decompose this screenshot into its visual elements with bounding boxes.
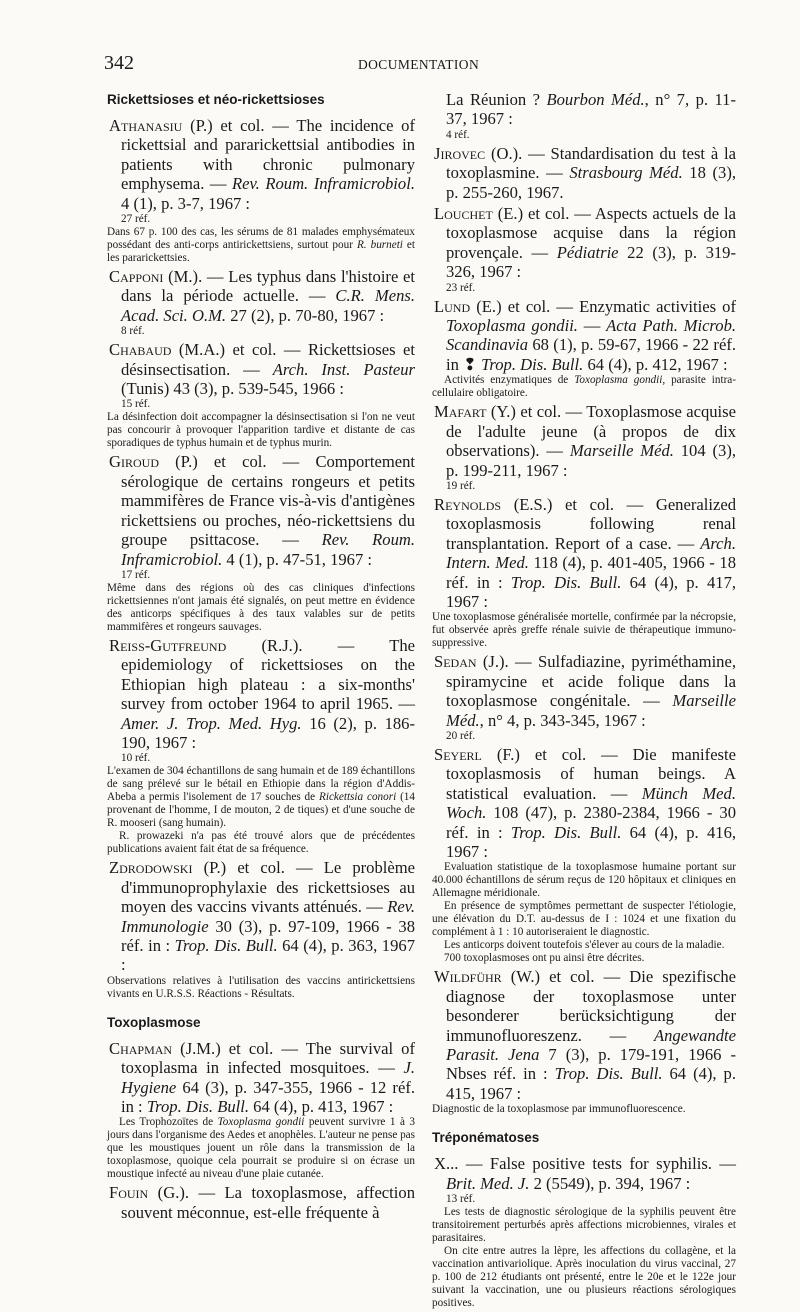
abstract: L'examen de 304 échantillons de sang humain et de 189 échantillons de sang prélevé sur le bétail en Ethiopie dans la région d'Addis-Abeba a permis l'isolement de 17 souches de Rickettsia conori (14 provenant de l'homme, I de mouton, 2 de tiques) et d'une souche de R. mooseri (sang humain).: [107, 765, 415, 830]
author: Mafart: [434, 402, 487, 422]
abstract: La désinfection doit accompagner la désinsectisation si l'on ne veut pas concourir à provoquer l'apparition tardive et distante de cas sporadiques de typhus humain et de typhus murin.: [107, 411, 415, 450]
bibliography-entry: [107, 1039, 415, 1182]
ref-count: 10 réf.: [121, 752, 151, 765]
journal: C.R. Mens. Acad. Sci. O.M.: [121, 286, 415, 325]
abstract: Les tests de diagnostic sérologique de la syphilis peuvent être transitoirement perturbés après affections microbiennes, virales et parasitaires.: [432, 1206, 736, 1245]
citation: Reiss-Gutfreund (R.J.). — The epidemiology of rickettsioses on the Ethiopian high plateau : a six-months' survey from october 1964 to april 1965. — Amer. J. Trop. Med. Hyg. 16 (2), p. 186-190, 1967 :: [109, 635, 416, 752]
citation: Chapman (J.M.) et col. — The survival of toxoplasma in infected mosquitoes. — J. Hygiene 64 (3), p. 347-355, 1966 - 12 réf. in : Trop. Dis. Bull. 64 (4), p. 413, 1967 :: [109, 1038, 415, 1116]
journal: Arch. Intern. Med.: [446, 533, 736, 573]
author: Fouin: [109, 1183, 149, 1203]
section-title: Toxoplasmose: [107, 1014, 201, 1030]
citation: Wildführ (W.) et col. — Die spezifische diagnose der toxoplasmose unter besonderer berücksichtigung der immunofluoreszenz. — Angewandte Parasit. Jena 7 (3), p. 179-191, 1966 - Nbses réf. in : Trop. Dis. Bull. 64 (4), p. 415, 1967 :: [434, 967, 737, 1103]
citation: Lund (E.) et col. — Enzymatic activities of Toxoplasma gondii. — Acta Path. Microb. Scandinavia 68 (1), p. 59-67, 1966 - 22 réf. in ❢ Trop. Dis. Bull. 64 (4), p. 412, 1967 :: [434, 296, 737, 374]
citation: Giroud (P.) et col. — Comportement sérologique de certains rongeurs et petits mammifères de France vis-à-vis d'antigènes rickettsiens ou proches, néo-rickettsiens du groupe psittacose. — Rev. Roum. Inframicrobiol. 4 (1), p. 47-51, 1967 :: [109, 452, 415, 569]
author: Wildführ: [434, 967, 502, 987]
bibliography-entry: [432, 402, 736, 493]
page-number: 342: [104, 52, 134, 74]
journal: Brit. Med. J.: [446, 1173, 530, 1193]
journal: Pédiatrie: [556, 242, 619, 262]
journal: Arch. Inst. Pasteur: [272, 359, 415, 379]
author: Zdrodowski: [109, 858, 193, 878]
bibliography-entry: [432, 144, 736, 202]
author: Reynolds: [434, 494, 502, 514]
abstract: Une toxoplasmose généralisée mortelle, confirmée par la nécropsie, fut observée après greffe rénale suivie de thérapeutique immuno-suppressive.: [432, 611, 736, 650]
journal: J. Hygiene: [121, 1058, 415, 1097]
abstract: Les Trophozoïtes de Toxoplasma gondii peuvent survivre 1 à 3 jours dans l'organisme des Aedes et anophèles. L'auteur ne pense pas que les moustiques jouent un rôle dans la transmission de la toxoplasmose, quoique cela pourrait se produire si on écrase un moustique infecté au niveau d'une plaie cutanée.: [107, 1116, 415, 1181]
citation: Capponi (M.). — Les typhus dans l'histoire et dans la période actuelle. — C.R. Mens. Acad. Sci. O.M. 27 (2), p. 70-80, 1967 :: [109, 267, 415, 325]
abstract: R. prowazeki n'a pas été trouvé alors que de précédentes publications avaient fait état de sa fréquence.: [107, 830, 415, 856]
journal: Trop. Dis. Bull.: [554, 1064, 663, 1084]
author: Athanasiu: [109, 116, 183, 135]
abstract: Evaluation statistique de la toxoplasmose humaine portant sur 40.000 échantillons de sérum reçus de 120 hôpitaux et cliniques en Allemagne méridionale.: [432, 861, 736, 900]
page-header: [0, 52, 800, 82]
citation: Mafart (Y.) et col. — Toxoplasmose acquise de l'adulte jeune (à propos de dix observations). — Marseille Méd. 104 (3), p. 199-211, 1967 :: [434, 402, 736, 480]
ref-count: 4 réf.: [446, 128, 470, 141]
author: Seyerl: [434, 744, 482, 764]
bibliography-entry: [107, 636, 415, 856]
author: Capponi: [109, 267, 164, 287]
ref-count: 23 réf.: [446, 281, 476, 294]
left-column: [107, 90, 415, 1224]
journal: Toxoplasma gondii.: [446, 316, 578, 336]
abstract: Activités enzymatiques de Toxoplasma gondii, parasite intra-cellulaire obligatoire.: [432, 374, 736, 400]
bibliography-entry: [107, 452, 415, 633]
bibliography-entry: [107, 116, 415, 265]
bibliography-entry: [107, 267, 415, 338]
citation: Chabaud (M.A.) et col. — Rickettsioses et désinsectisation. — Arch. Inst. Pasteur (Tunis) 43 (3), p. 539-545, 1966 :: [109, 340, 415, 399]
author: Chapman: [109, 1038, 173, 1058]
journal: Marseille Méd.: [569, 441, 674, 461]
author: Reiss-Gutfreund: [109, 635, 227, 655]
citation: Athanasiu (P.) et col. — The incidence of rickettsial and pararickettsial antibodies in patients with chronic pulmonary emphysema. — Rev. Roum. Inframicrobiol. 4 (1), p. 3-7, 1967 :: [109, 116, 415, 213]
journal: Strasbourg Méd.: [569, 163, 683, 183]
citation: Louchet (E.) et col. — Aspects actuels de la toxoplasmose acquise dans la région provençale. — Pédiatrie 22 (3), p. 319-326, 1967 :: [434, 204, 737, 282]
bibliography-entry: [432, 745, 736, 965]
bibliography-entry: [432, 967, 736, 1116]
bibliography-entry: [107, 340, 415, 450]
bibliography-entry: [107, 1183, 415, 1222]
abstract: Les anticorps doivent toutefois s'élever au cours de la maladie.: [444, 939, 725, 952]
citation: Zdrodowski (P.) et col. — Le problème d'immunoprophylaxie des rickettsioses au moyen des vaccins vivants atténués. — Rev. Immunologie 30 (3), p. 97-109, 1966 - 38 réf. in : Trop. Dis. Bull. 64 (4), p. 363, 1967 :: [109, 858, 415, 975]
citation: X... — False positive tests for syphilis. — Brit. Med. J. 2 (5549), p. 394, 1967 :: [434, 1154, 736, 1193]
journal: Angewandte Parasit. Jena: [446, 1025, 736, 1065]
journal: Trop. Dis. Bull.: [481, 354, 584, 374]
bibliography-entry: [107, 858, 415, 1000]
ref-count: 17 réf.: [121, 568, 151, 581]
journal: Trop. Dis. Bull.: [174, 935, 278, 955]
ref-count: 13 réf.: [446, 1193, 476, 1206]
ref-count: 15 réf.: [121, 398, 151, 411]
section-title: Rickettsioses et néo-rickettsioses: [107, 92, 325, 107]
bibliography-entry: [432, 204, 736, 295]
abstract: Dans 67 p. 100 des cas, les sérums de 81 malades emphysémateux possédant des anti-corps antirickettsiens, surtout pour R. burneti et les pararickettsies.: [107, 226, 416, 265]
citation: Reynolds (E.S.) et col. — Generalized toxoplasmosis following renal transplantation. Report of a case. — Arch. Intern. Med. 118 (4), p. 401-405, 1966 - 18 réf. in : Trop. Dis. Bull. 64 (4), p. 417, 1967 :: [434, 494, 737, 611]
author: Lund: [434, 296, 471, 316]
right-column: [432, 90, 736, 1312]
ref-count: 20 réf.: [446, 729, 476, 742]
citation: Fouin (G.). — La toxoplasmose, affection souvent méconnue, est-elle fréquente à: [109, 1183, 415, 1222]
author: X...: [434, 1154, 459, 1174]
running-title: DOCUMENTATION: [358, 57, 480, 72]
ref-count: 19 réf.: [446, 479, 476, 492]
journal: Trop. Dis. Bull.: [510, 822, 622, 842]
bibliography-entry-continued: [432, 90, 736, 142]
journal: Rev. Roum. Inframicrobiol.: [121, 530, 415, 569]
bibliography-entry: [432, 495, 736, 650]
author: Jirovec: [434, 143, 486, 163]
abstract: 700 toxoplasmoses ont pu ainsi être décrites.: [444, 952, 645, 965]
section-title: Tréponématoses: [432, 1130, 540, 1146]
bibliography-entry: [432, 297, 736, 401]
journal: Amer. J. Trop. Med. Hyg.: [121, 713, 302, 733]
bibliography-entry: [432, 1154, 736, 1310]
journal: Bourbon Méd.: [546, 90, 645, 109]
journal: Rev. Immunologie: [121, 897, 415, 936]
abstract: Même dans des régions où des cas cliniques d'infections rickettsiennes n'ont jamais été signalés, on peut mettre en évidence des anticorps spécifiques à des taux valables sur de petits mammifères et rongeurs sauvages.: [107, 581, 415, 633]
citation: Seyerl (F.) et col. — Die manifeste toxoplasmosis of human beings. A statistical evaluation. — Münch Med. Woch. 108 (47), p. 2380-2384, 1966 - 30 réf. in : Trop. Dis. Bull. 64 (4), p. 416, 1967 :: [434, 744, 737, 861]
abstract: En présence de symptômes permettant de suspecter l'étiologie, une élévation du D.T. au-dessus de I : 1024 et une fixation du complément à 1 : 10 autoriseraient le diagnostic.: [432, 900, 736, 939]
author: Louchet: [434, 204, 493, 224]
author: Giroud: [109, 452, 159, 472]
citation: La Réunion ? Bourbon Méd., n° 7, p. 11-37, 1967 :: [446, 90, 736, 129]
journal: Marseille Méd.: [446, 691, 736, 730]
author: Chabaud: [109, 340, 172, 360]
journal: Münch Med. Woch.: [446, 783, 736, 823]
citation: Sedan (J.). — Sulfadiazine, pyriméthamine, spiramycine et acide folique dans la toxoplasmose congénitale. — Marseille Méd., n° 4, p. 343-345, 1967 :: [434, 652, 736, 730]
ref-count: 8 réf.: [121, 325, 145, 338]
journal: Acta Path. Microb. Scandinavia: [446, 316, 737, 355]
abstract: Observations relatives à l'utilisation des vaccins antirickettsiens vivants en U.R.S.S. Réactions - Résultats.: [107, 974, 415, 1000]
bibliography-entry: [432, 652, 736, 743]
abstract: On cite entre autres la lèpre, les affections du collagène, et la vaccination antivariolique. Après inoculation du virus vaccinal, 27 p. 100 de 212 étudiants ont présenté, entre le 20e et le 122e jour suivant la vaccination, une ou plusieurs réactions sérologiques positives.: [432, 1245, 736, 1310]
abstract: Diagnostic de la toxoplasmose par immunofluorescence.: [432, 1103, 686, 1116]
journal: Rev. Roum. Inframicrobiol.: [232, 174, 415, 194]
ref-count: 27 réf.: [121, 213, 151, 226]
author: Sedan: [434, 652, 477, 672]
citation: Jirovec (O.). — Standardisation du test à la toxoplasmine. — Strasbourg Méd. 18 (3), p. 255-260, 1967.: [434, 143, 736, 202]
journal: Trop. Dis. Bull.: [146, 1097, 250, 1116]
journal: Trop. Dis. Bull.: [510, 572, 622, 592]
